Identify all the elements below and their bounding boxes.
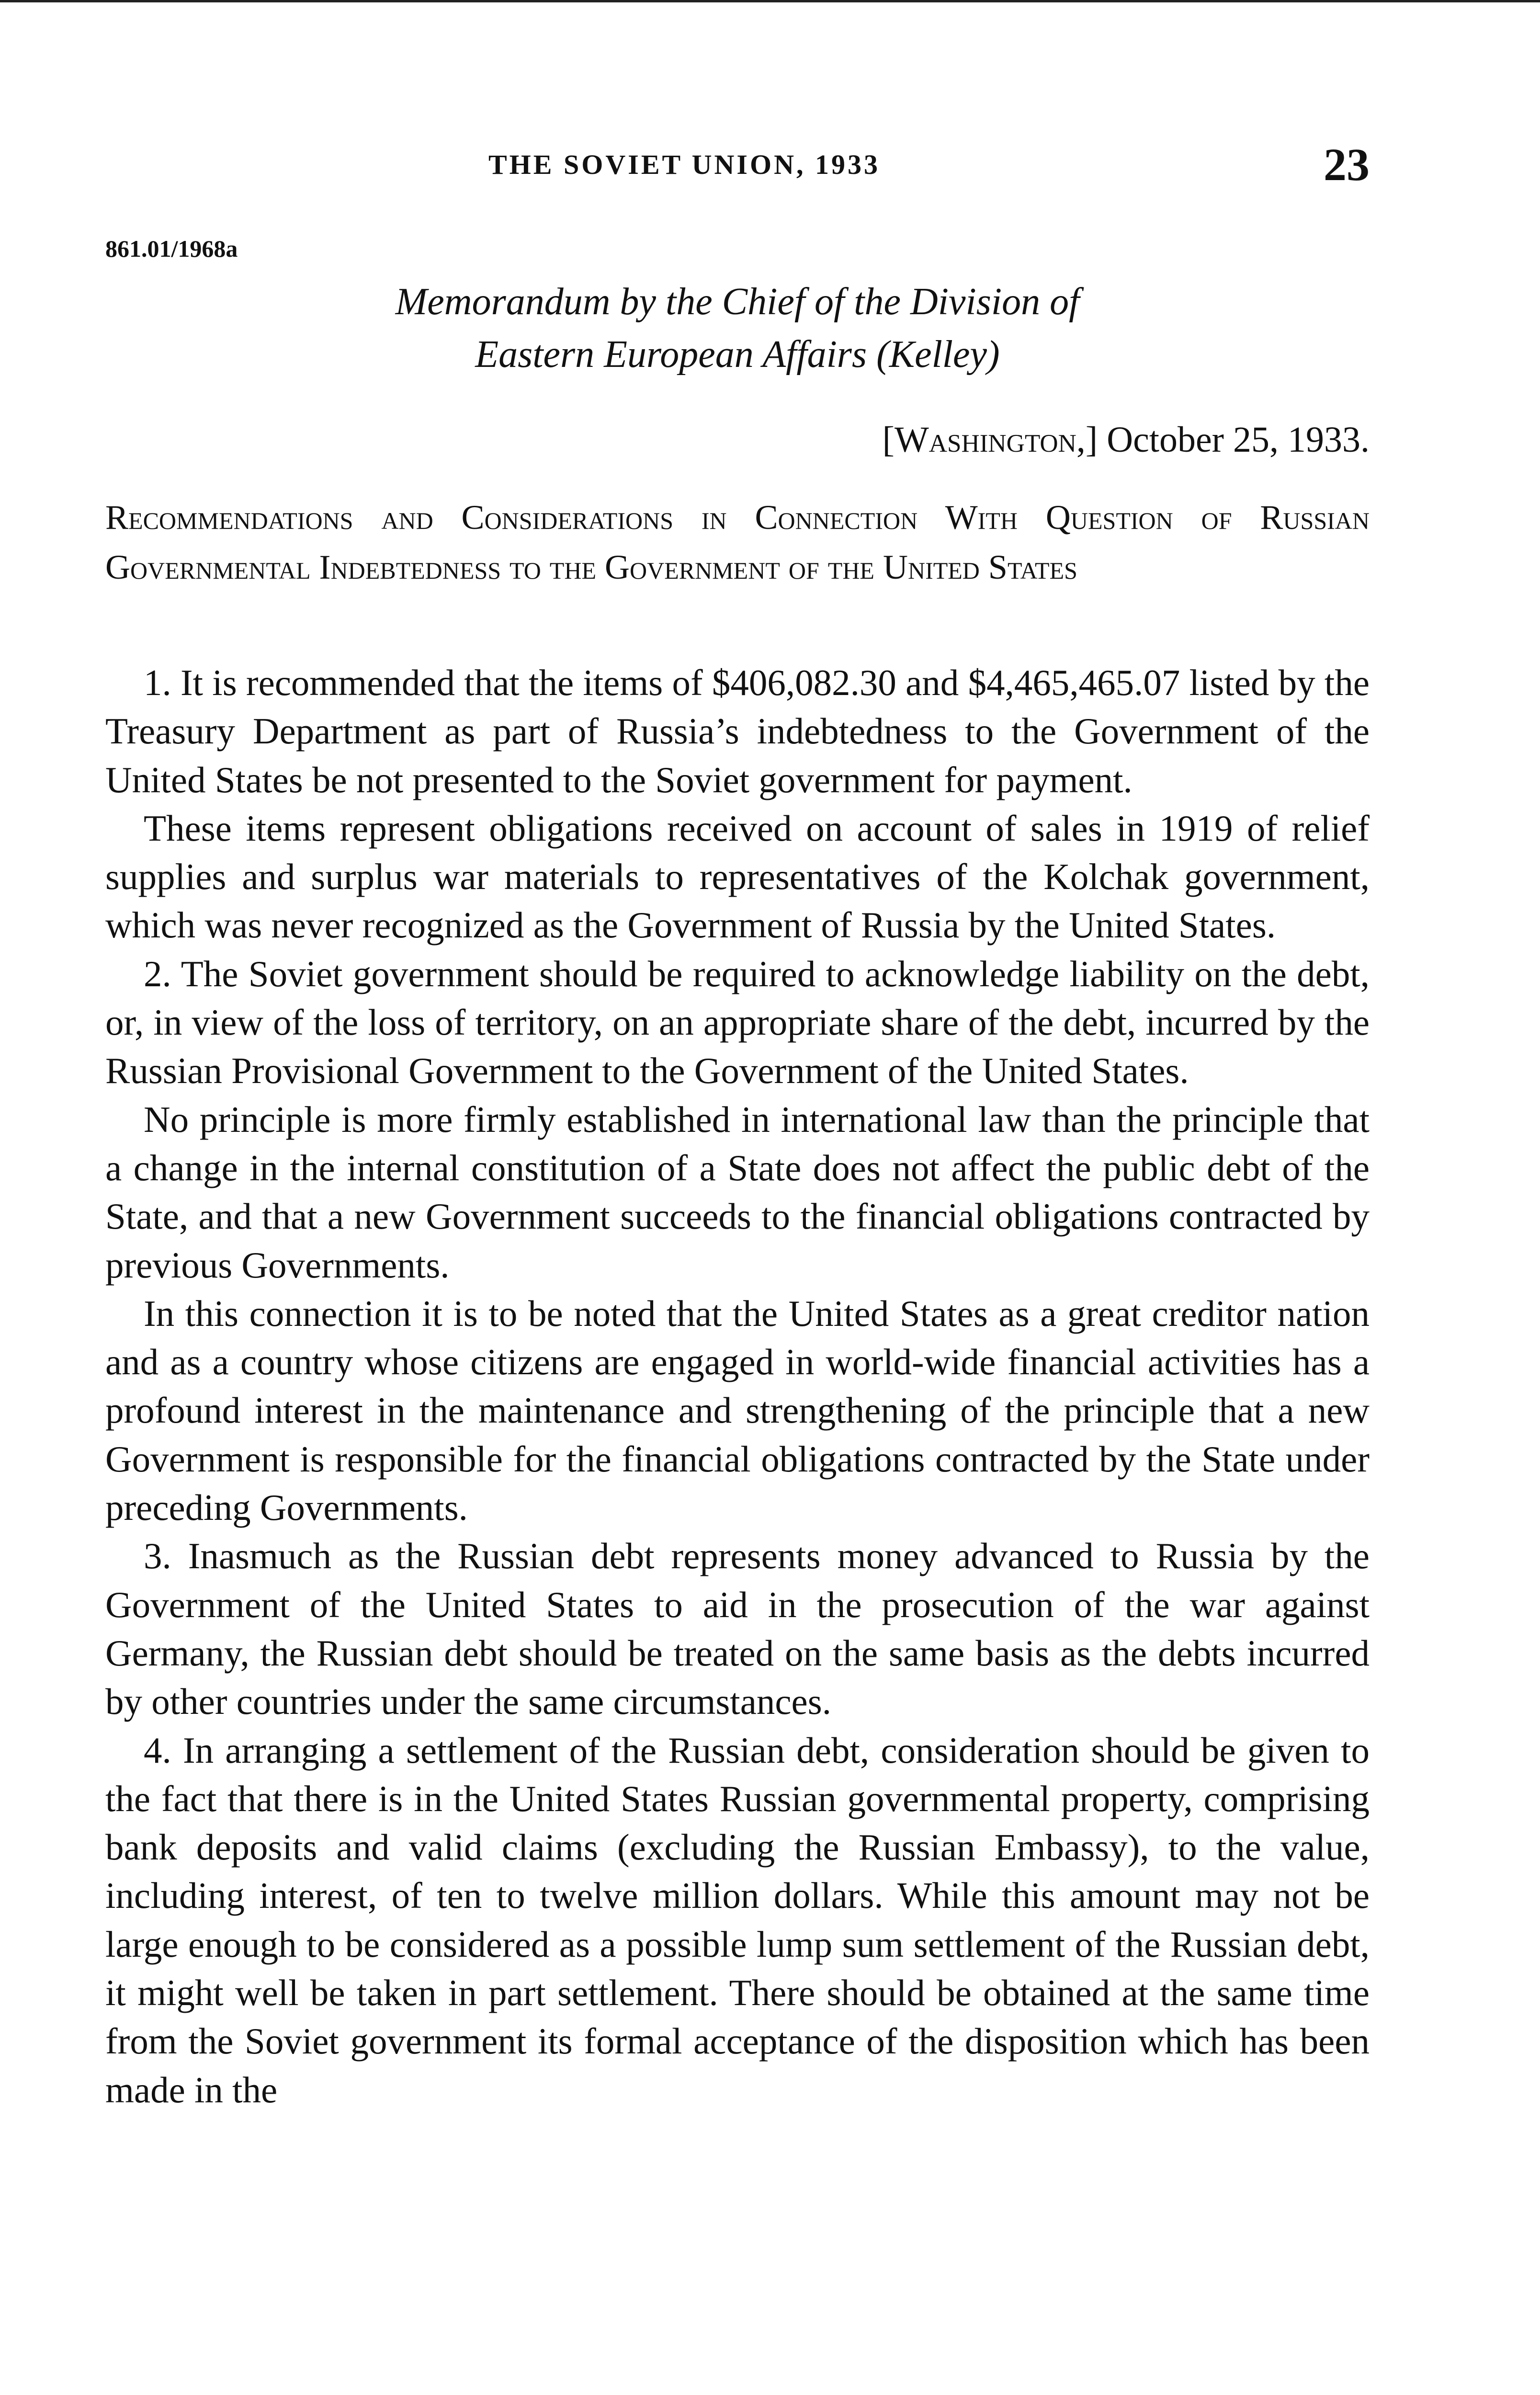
memo-title-line-1: Memorandum by the Chief of the Division of (395, 281, 1080, 323)
top-rule (0, 0, 1540, 2)
dateline (883, 422, 1370, 458)
paragraph: No principle is more firmly established in international law than the principle that a change in the internal constitution of a State does not affect the public debt of the State, and that a new Government succeeds to the financial obligations contracted by previous Governments. (105, 1098, 1370, 1286)
file-number: 861.01/1968a (105, 235, 238, 262)
page-header (105, 139, 1370, 196)
page-number: 23 (1324, 139, 1370, 190)
paragraph: 3. Inasmuch as the Russian debt represents money advanced to Russia by the Government of the United States to aid in the prosecution of the war against Germany, the Russian debt should be treated on the same basis as the debts incurred by other countries under the same circumstances. (105, 1535, 1370, 1722)
memo-title-line-2: Eastern European Affairs (Kelley) (475, 333, 1000, 376)
memo-body (105, 659, 1370, 2114)
section-heading: Recommendations and Considerations in Connection With Question of Russian Governmental Indebtedness to the Government of the United States (105, 498, 1370, 586)
paragraph: These items represent obligations received on account of sales in 1919 of relief supplies and surplus war materials to representatives of the Kolchak government, which was never recognized as the Government of Russia by the United States. (105, 807, 1370, 946)
dateline-date: October 25, 1933. (1107, 420, 1370, 460)
running-head: THE SOVIET UNION, 1933 (488, 149, 880, 180)
paragraph: 4. In arranging a settlement of the Russian debt, consideration should be given to the fact that there is in the United States Russian governmental property, comprising bank deposits and valid claims (excluding the Russian Embassy), to the value, including interest, of ten to twelve million dollars. While this amount may not be large enough to be considered as a possible lump sum settlement of the Russian debt, it might well be taken in part settlement. There should be obtained at the same time from the Soviet government its formal acceptance of the disposition which has been made in the (105, 1729, 1370, 2110)
paragraph: 1. It is recommended that the items of $406,082.30 and $4,465,465.07 listed by the Treasury Department as part of Russia’s indebtedness to the Government of the United States be not presented to the Soviet government for payment. (105, 662, 1370, 800)
paragraph: 2. The Soviet government should be required to acknowledge liability on the debt, or, in view of the loss of territory, on an appropriate share of the debt, incurred by the Russian Provisional Government to the Government of the United States. (105, 953, 1370, 1092)
paragraph: In this connection it is to be noted that the United States as a great creditor nation and as a country whose citizens are engaged in world-wide financial activities has a profound interest in the maintenance and strengthening of the principle that a new Government is responsible for the financial obligations contracted by the State under preceding Governments. (105, 1292, 1370, 1528)
dateline-place: [Washington,] (882, 420, 1098, 460)
